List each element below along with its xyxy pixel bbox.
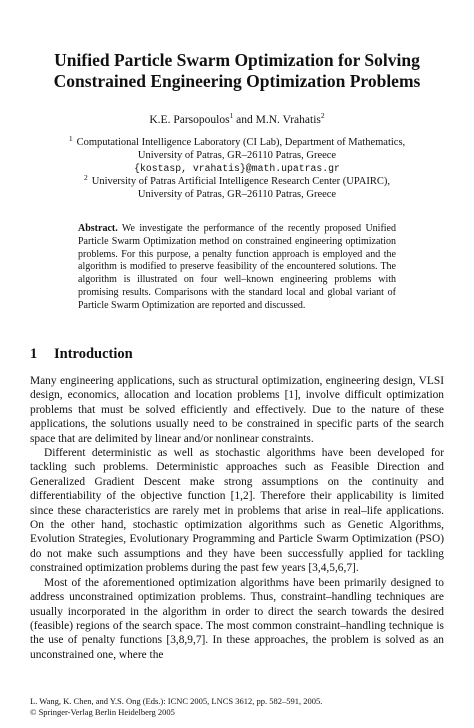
affiliations (40, 133, 434, 201)
title-line-2: Constrained Engineering Optimization Problems (53, 71, 421, 91)
affiliation-2-line-1: $^2$ University of Patras Artificial Intelligence Research Center (UPAIRC), (84, 172, 390, 187)
paragraph-2: Different deterministic as well as stochastic algorithms have been developed for tackling such problems. Deterministic approaches such as Feasible Direction and Generalized Gradient Descent make strong assumptions on the continuity and differentiability of the objective function [1,2]. Therefore their applicability is limited since these characteristics are rarely met in problems that arise in real–life applications. On the other hand, stochastic optimization algorithms such as Genetic Algorithms, Evolution Strategies, Evolutionary Programming and Particle Swarm Optimization (PSO) do not make such assumptions and they have been successfully applied for tackling constrained optimization problems during the past few years [3,4,5,6,7]. (30, 447, 444, 575)
footer (30, 696, 444, 718)
footer-citation: L. Wang, K. Chen, and Y.S. Ong (Eds.): ICNC 2005, LNCS 3612, pp. 582–591, 2005. (30, 696, 323, 706)
abstract-label: Abstract. (78, 223, 118, 234)
author-line (30, 111, 444, 126)
author-1: K.E. Parsopoulos (149, 114, 230, 126)
affiliation-2-line-2: University of Patras, GR–26110 Patras, Greece (137, 189, 337, 200)
affiliation-1-line-1: $^1$ Computational Intelligence Laboratory (CI Lab), Department of Mathematics, (68, 133, 406, 148)
author-join: and (233, 114, 256, 126)
section-title: Introduction (54, 346, 133, 362)
affiliation-1-email: {kostasp, vrahatis}@math.upatras.gr (134, 163, 340, 174)
affiliation-1-line-2: University of Patras, GR–26110 Patras, Greece (137, 150, 337, 161)
paper-title (30, 50, 444, 92)
paragraph-3: Most of the aforementioned optimization algorithms have been primarily designed to address unconstrained optimization problems. Thus, constraint–handling techniques are usually incorporated in the algorithm in order to direct the search towards the desired (feasible) regions of the search space. The most common constraint–handling technique is the use of penalty functions [3,8,9,7]. In these approaches, the problem is solved as an unconstrained one, where the (30, 576, 444, 661)
paragraph-1: Many engineering applications, such as structural optimization, engineering design, VLSI design, economics, allocation and location problems [1], involve difficult optimization problems that must be solved efficiently and effectively. Due to the nature of these applications, the solutions usually need to be constrained in specific parts of the search space that are delimited by linear and/or nonlinear constraints. (30, 375, 444, 445)
section-number: 1 (30, 346, 38, 362)
author-1-affil-mark: 1 (229, 111, 234, 121)
section-heading (30, 346, 133, 363)
footer-copyright: © Springer-Verlag Berlin Heidelberg 2005 (30, 707, 175, 717)
author-2: M.N. Vrahatis (255, 114, 321, 126)
body-text (30, 374, 444, 662)
affiliation-2-text: University of Patras Artificial Intelligence Research Center (UPAIRC), (91, 176, 390, 187)
title-line-1: Unified Particle Swarm Optimization for Solving (54, 50, 420, 70)
abstract (78, 223, 396, 313)
author-2-affil-mark: 2 (320, 111, 325, 121)
abstract-text: We investigate the performance of the recently proposed Unified Particle Swarm Optimization method on constrained engineering optimization problems. For this purpose, a penalty function approach is employed and the algorithm is modified to preserve feasibility of the encountered solutions. The algorithm is illustrated on four well–known engineering problems with promising results. Comparisons with the standard local and global variant of Particle Swarm Optimization are reported and discussed. (78, 223, 396, 311)
affiliation-1-text: Computational Intelligence Laboratory (CI Lab), Department of Mathematics, (76, 137, 406, 148)
